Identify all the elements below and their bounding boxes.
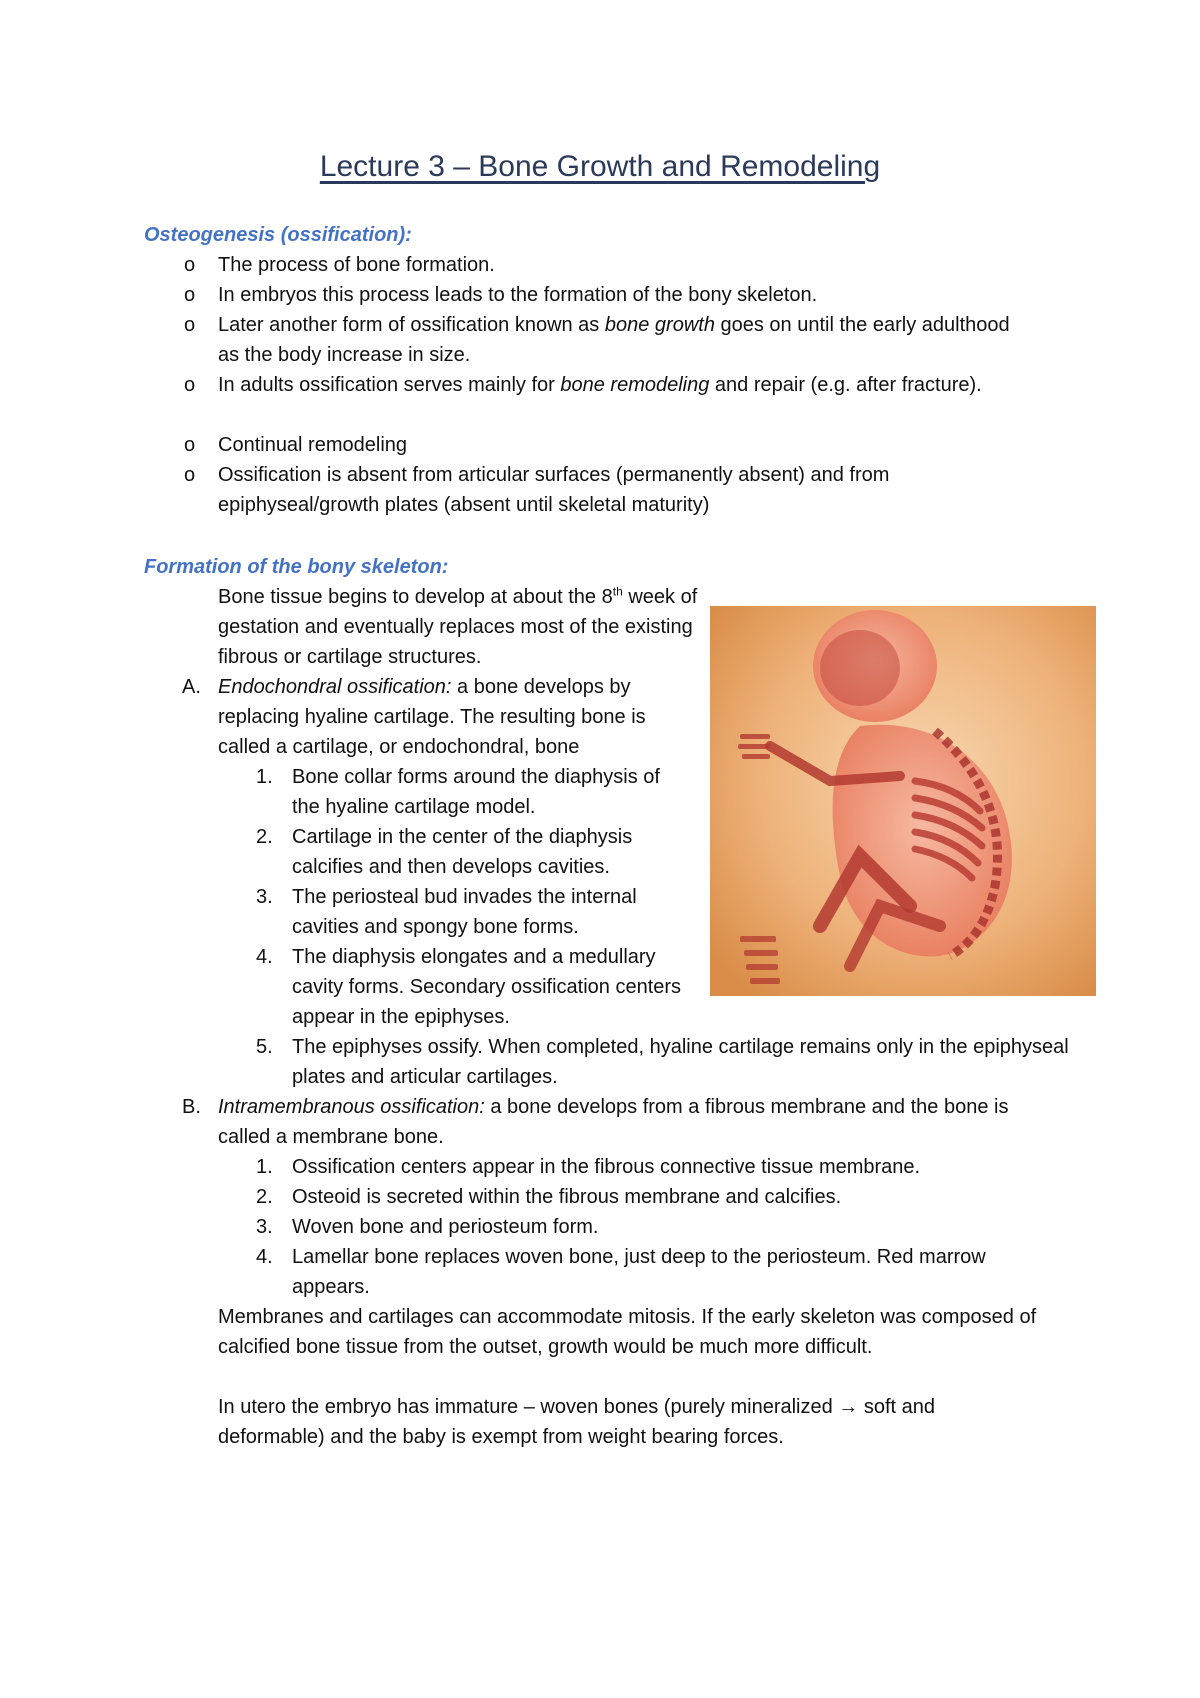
bullet-marker: o bbox=[184, 374, 196, 396]
extra-note: Membranes and cartilages can accommodate mitosis. If the early skeleton was composed of calcified bone tissue from the outset, growth would be much more difficult. bbox=[218, 1306, 1037, 1358]
list-marker-b: B. bbox=[182, 1096, 201, 1118]
step-number: 2. bbox=[256, 1186, 273, 1208]
endochondral-step: Cartilage in the center of the diaphysis calcifies and then develops cavities. bbox=[292, 826, 633, 878]
page-title: Lecture 3 – Bone Growth and Remodeling bbox=[319, 150, 881, 183]
bullet-marker: o bbox=[184, 434, 196, 456]
term-endochondral: Endochondral ossification: bbox=[218, 676, 452, 698]
list-item-text: Ossification is absent from articular surfaces (permanently absent) and from epiphyseal/growth plates (absent until skeletal maturity) bbox=[218, 464, 890, 516]
endochondral-step: Bone collar forms around the diaphysis of the hyaline cartilage model. bbox=[292, 766, 660, 818]
item-part: Bone tissue begins to develop at about the 8 bbox=[218, 586, 613, 608]
item-part: and repair (e.g. after fracture). bbox=[709, 374, 982, 396]
intramembranous-step: Ossification centers appear in the fibrous connective tissue membrane. bbox=[292, 1156, 921, 1178]
bullet-marker: o bbox=[184, 464, 196, 486]
endochondral-step: The diaphysis elongates and a medullary cavity forms. Secondary ossification centers appear in the epiphyses. bbox=[292, 946, 682, 1028]
step-number: 4. bbox=[256, 946, 273, 968]
intramembranous-text: a bone develops from a fibrous membrane and the bone is called a membrane bone. bbox=[218, 1096, 1009, 1148]
step-number: 5. bbox=[256, 1036, 273, 1058]
list-item-text: The process of bone formation. bbox=[218, 254, 495, 276]
list-item-text bbox=[218, 370, 1018, 400]
item-part: Later another form of ossification known as bbox=[218, 314, 605, 336]
step-number: 1. bbox=[256, 1156, 273, 1178]
step-number: 1. bbox=[256, 766, 273, 788]
step-number: 4. bbox=[256, 1246, 273, 1268]
list-item-text: In embryos this process leads to the formation of the bony skeleton. bbox=[218, 284, 818, 306]
item-term: bone growth bbox=[604, 314, 715, 336]
intramembranous-step: Lamellar bone replaces woven bone, just deep to the periosteum. Red marrow appears. bbox=[292, 1246, 986, 1298]
step-number: 3. bbox=[256, 886, 273, 908]
bullet-marker: o bbox=[184, 314, 196, 336]
extra-note: In utero the embryo has immature – woven bones (purely mineralized → soft and deformable) and the baby is exempt from weight bearing forces. bbox=[218, 1396, 936, 1448]
bullet-marker: o bbox=[184, 284, 196, 306]
list-marker-a: A. bbox=[182, 676, 201, 698]
ordinal-suffix: th bbox=[612, 584, 623, 599]
section-heading-formation: Formation of the bony skeleton: bbox=[144, 556, 449, 578]
list-item-text: Continual remodeling bbox=[218, 434, 408, 456]
item-term: bone remodeling bbox=[560, 374, 710, 396]
item-part: goes on until the early adulthood as the body increase in size. bbox=[218, 314, 1010, 366]
step-number: 2. bbox=[256, 826, 273, 848]
endochondral-step: The epiphyses ossify. When completed, hyaline cartilage remains only in the epiphyseal plates and articular cartilages. bbox=[292, 1036, 1069, 1088]
fetus-illustration bbox=[710, 606, 1096, 996]
list-item-text bbox=[218, 310, 1018, 370]
endochondral-text: a bone develops by replacing hyaline cartilage. The resulting bone is called a cartilage, or endochondral, bone bbox=[218, 676, 646, 758]
intramembranous-description bbox=[218, 1092, 1058, 1152]
intramembranous-step: Woven bone and periosteum form. bbox=[292, 1216, 599, 1238]
term-intramembranous: Intramembranous ossification: bbox=[218, 1096, 485, 1118]
endochondral-step: The periosteal bud invades the internal cavities and spongy bone forms. bbox=[292, 886, 637, 938]
bullet-marker: o bbox=[184, 254, 196, 276]
formation-intro bbox=[218, 582, 698, 672]
endochondral-description bbox=[218, 672, 698, 762]
item-part: week of gestation and eventually replaces most of the existing fibrous or cartilage structures. bbox=[218, 586, 698, 668]
fetus-skeleton-image bbox=[710, 606, 1096, 996]
step-number: 3. bbox=[256, 1216, 273, 1238]
intramembranous-step: Osteoid is secreted within the fibrous membrane and calcifies. bbox=[292, 1186, 842, 1208]
section-heading-osteogenesis: Osteogenesis (ossification): bbox=[144, 224, 412, 246]
item-part: In adults ossification serves mainly for bbox=[218, 374, 561, 396]
